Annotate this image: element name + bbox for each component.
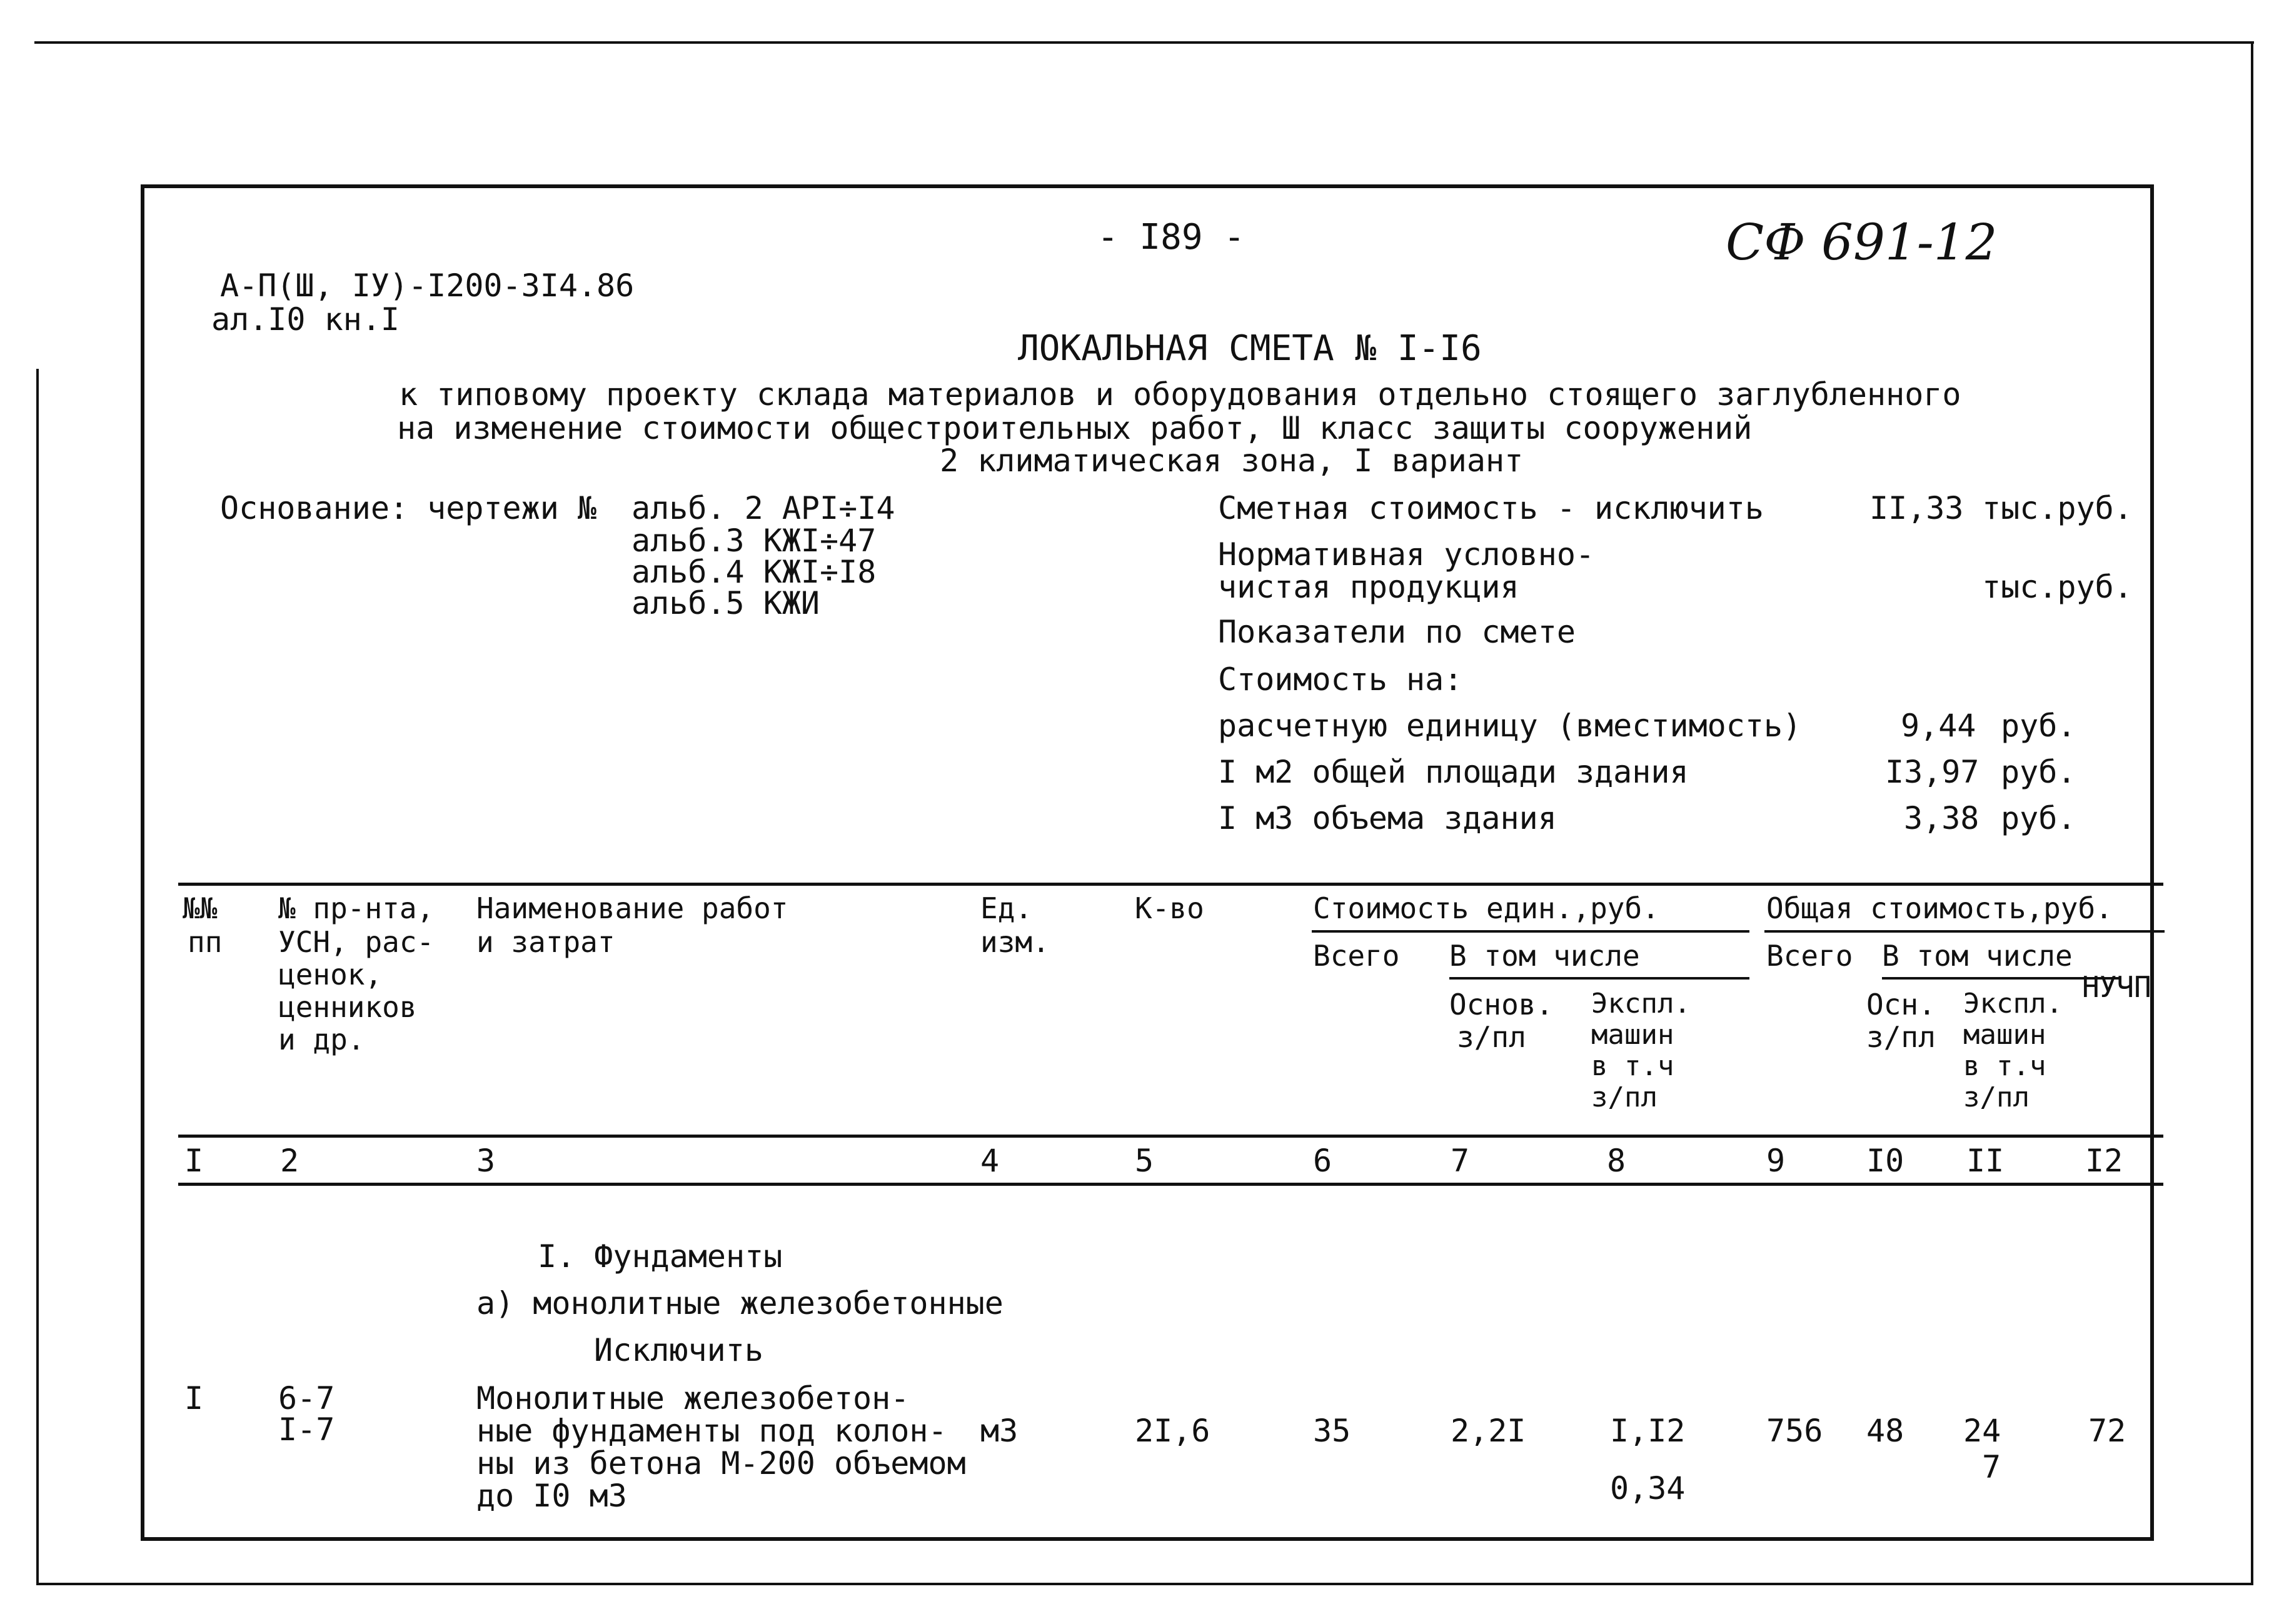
row-name: Монолитные железобетон- (476, 1380, 910, 1416)
header-code: № пр-нта, (278, 891, 435, 925)
header-code: ценников (278, 990, 417, 1024)
row-unit: м3 (980, 1413, 1019, 1449)
column-number: I2 (2085, 1143, 2123, 1179)
header-machines-total: машин (1963, 1019, 2046, 1051)
column-numbers-rule (178, 1183, 2163, 1186)
project-code: А-П(Ш, IУ)-I200-3I4.86 (220, 268, 635, 304)
row-unit-mach-pay: 0,34 (1610, 1470, 1686, 1506)
document-heading: ЛОКАЛЬНАЯ СМЕТА № I-I6 (1018, 328, 1482, 369)
column-number: 7 (1451, 1143, 1470, 1179)
header-code: УСН, рас- (278, 925, 435, 959)
column-number: I (184, 1143, 204, 1179)
header-num: №№ (183, 891, 218, 925)
header-machines-total: Экспл. (1963, 988, 2063, 1020)
basis-item: альб.4 КЖI÷I8 (631, 554, 877, 590)
header-code: ценок, (278, 958, 383, 991)
title-line-2: на изменение стоимости общестроительных работ, Ш класс защиты сооружений (397, 410, 1753, 446)
row-unit-mach: I,I2 (1610, 1413, 1686, 1449)
row-total-mach: 24 (1963, 1413, 2001, 1449)
header-total-all: Всего (1766, 939, 1853, 973)
right-rule (2251, 41, 2253, 1585)
archive-stamp: СФ 691-12 (1726, 213, 1998, 271)
header-unit-cost: Стоимость един.,руб. (1313, 891, 1659, 925)
header-num: пп (188, 925, 223, 959)
row-name: до I0 м3 (476, 1478, 627, 1514)
header-unit-incl: В том числе (1449, 939, 1640, 973)
header-unit: Ед. (980, 891, 1033, 925)
basis-item: альб.3 КЖI÷47 (631, 523, 877, 559)
indicator-value: 3,38 (1904, 800, 1980, 836)
unit-incl-rule (1449, 977, 1749, 980)
section-title: I. Фундаменты (538, 1238, 783, 1275)
column-number: 6 (1313, 1143, 1332, 1179)
action-label: Исключить (594, 1332, 763, 1368)
row-code: 6-7 (278, 1380, 335, 1416)
table-header-rule (178, 1135, 2163, 1138)
row-qty: 2I,6 (1135, 1413, 1210, 1449)
bottom-rule (36, 1583, 2253, 1585)
indicator-label: I м2 общей площади здания (1218, 754, 1689, 790)
header-machines-total: в т.ч (1963, 1050, 2046, 1082)
indicator-label: расчетную единицу (вместимость) (1218, 708, 1802, 744)
top-rule (34, 41, 2254, 44)
header-unit: изм. (980, 925, 1050, 959)
header-name: и затрат (476, 925, 615, 959)
header-nuchp: НУЧП (2082, 970, 2151, 1004)
header-base-pay-total: Осн. (1866, 988, 1936, 1021)
left-rule (36, 369, 39, 1585)
row-name: ны из бетона М-200 объемом (476, 1445, 966, 1481)
row-total: 756 (1766, 1413, 1823, 1449)
album-book: ал.I0 кн.I (211, 301, 400, 338)
header-base-pay: Основ. (1449, 988, 1554, 1021)
normative-label-1: Нормативная условно- (1218, 536, 1595, 573)
title-line-3: 2 климатическая зона, I вариант (940, 443, 1524, 479)
header-unit-all: Всего (1313, 939, 1400, 973)
column-number: 3 (476, 1143, 496, 1179)
normative-unit: тыс.руб. (1982, 569, 2133, 605)
indicators-label: Показатели по смете (1218, 614, 1576, 650)
normative-label-2: чистая продукция (1218, 569, 1519, 605)
column-number: 9 (1766, 1143, 1786, 1179)
column-number: 4 (980, 1143, 1000, 1179)
header-base-pay: з/пл (1457, 1020, 1526, 1054)
table-top-rule (178, 883, 2163, 886)
cost-value: II,33 (1869, 490, 1964, 526)
basis-item: альб.5 КЖИ (631, 585, 820, 621)
header-total-incl: В том числе (1882, 939, 2073, 973)
indicator-unit: руб. (2001, 708, 2076, 744)
basis-label: Основание: чертежи № (220, 490, 597, 526)
row-total-base: 48 (1866, 1413, 1904, 1449)
header-machines-total: з/пл (1963, 1081, 2030, 1113)
title-line-1: к типовому проекту склада материалов и оборудования отдельно стоящего заглубленного (399, 376, 1961, 413)
total-cost-rule (1764, 930, 2165, 933)
header-machines: з/пл (1591, 1081, 1658, 1113)
indicator-unit: руб. (2001, 800, 2076, 836)
row-code: I-7 (278, 1411, 335, 1448)
row-unit-total: 35 (1313, 1413, 1351, 1449)
indicator-value: I3,97 (1885, 754, 1980, 790)
cost-on-label: Стоимость на: (1218, 661, 1463, 698)
header-machines: машин (1591, 1019, 1674, 1051)
header-qty: К-во (1135, 891, 1204, 925)
subsection-title: а) монолитные железобетонные (476, 1285, 1004, 1321)
page-number: - I89 - (1097, 217, 1245, 258)
header-machines: в т.ч (1591, 1050, 1674, 1082)
row-number: I (184, 1380, 204, 1416)
column-number: I0 (1866, 1143, 1904, 1179)
header-code: и др. (278, 1023, 365, 1056)
row-nuchp: 72 (2088, 1413, 2126, 1449)
header-machines: Экспл. (1591, 988, 1691, 1020)
cost-label: Сметная стоимость - исключить (1218, 490, 1764, 526)
indicator-value: 9,44 (1901, 708, 1976, 744)
row-unit-base: 2,2I (1451, 1413, 1526, 1449)
header-name: Наименование работ (476, 891, 788, 925)
cost-unit: тыс.руб. (1982, 490, 2133, 526)
unit-cost-rule (1312, 930, 1749, 933)
row-total-mach-pay: 7 (1982, 1449, 2001, 1485)
basis-item: альб. 2 API÷I4 (631, 490, 895, 526)
row-name: ные фундаменты под колон- (476, 1413, 947, 1449)
column-number: 8 (1607, 1143, 1626, 1179)
indicator-unit: руб. (2001, 754, 2076, 790)
column-number: 2 (280, 1143, 299, 1179)
column-number: II (1966, 1143, 2005, 1179)
header-base-pay-total: з/пл (1866, 1020, 1936, 1054)
header-total-cost: Общая стоимость,руб. (1766, 891, 2113, 925)
indicator-label: I м3 объема здания (1218, 800, 1557, 836)
column-number: 5 (1135, 1143, 1154, 1179)
